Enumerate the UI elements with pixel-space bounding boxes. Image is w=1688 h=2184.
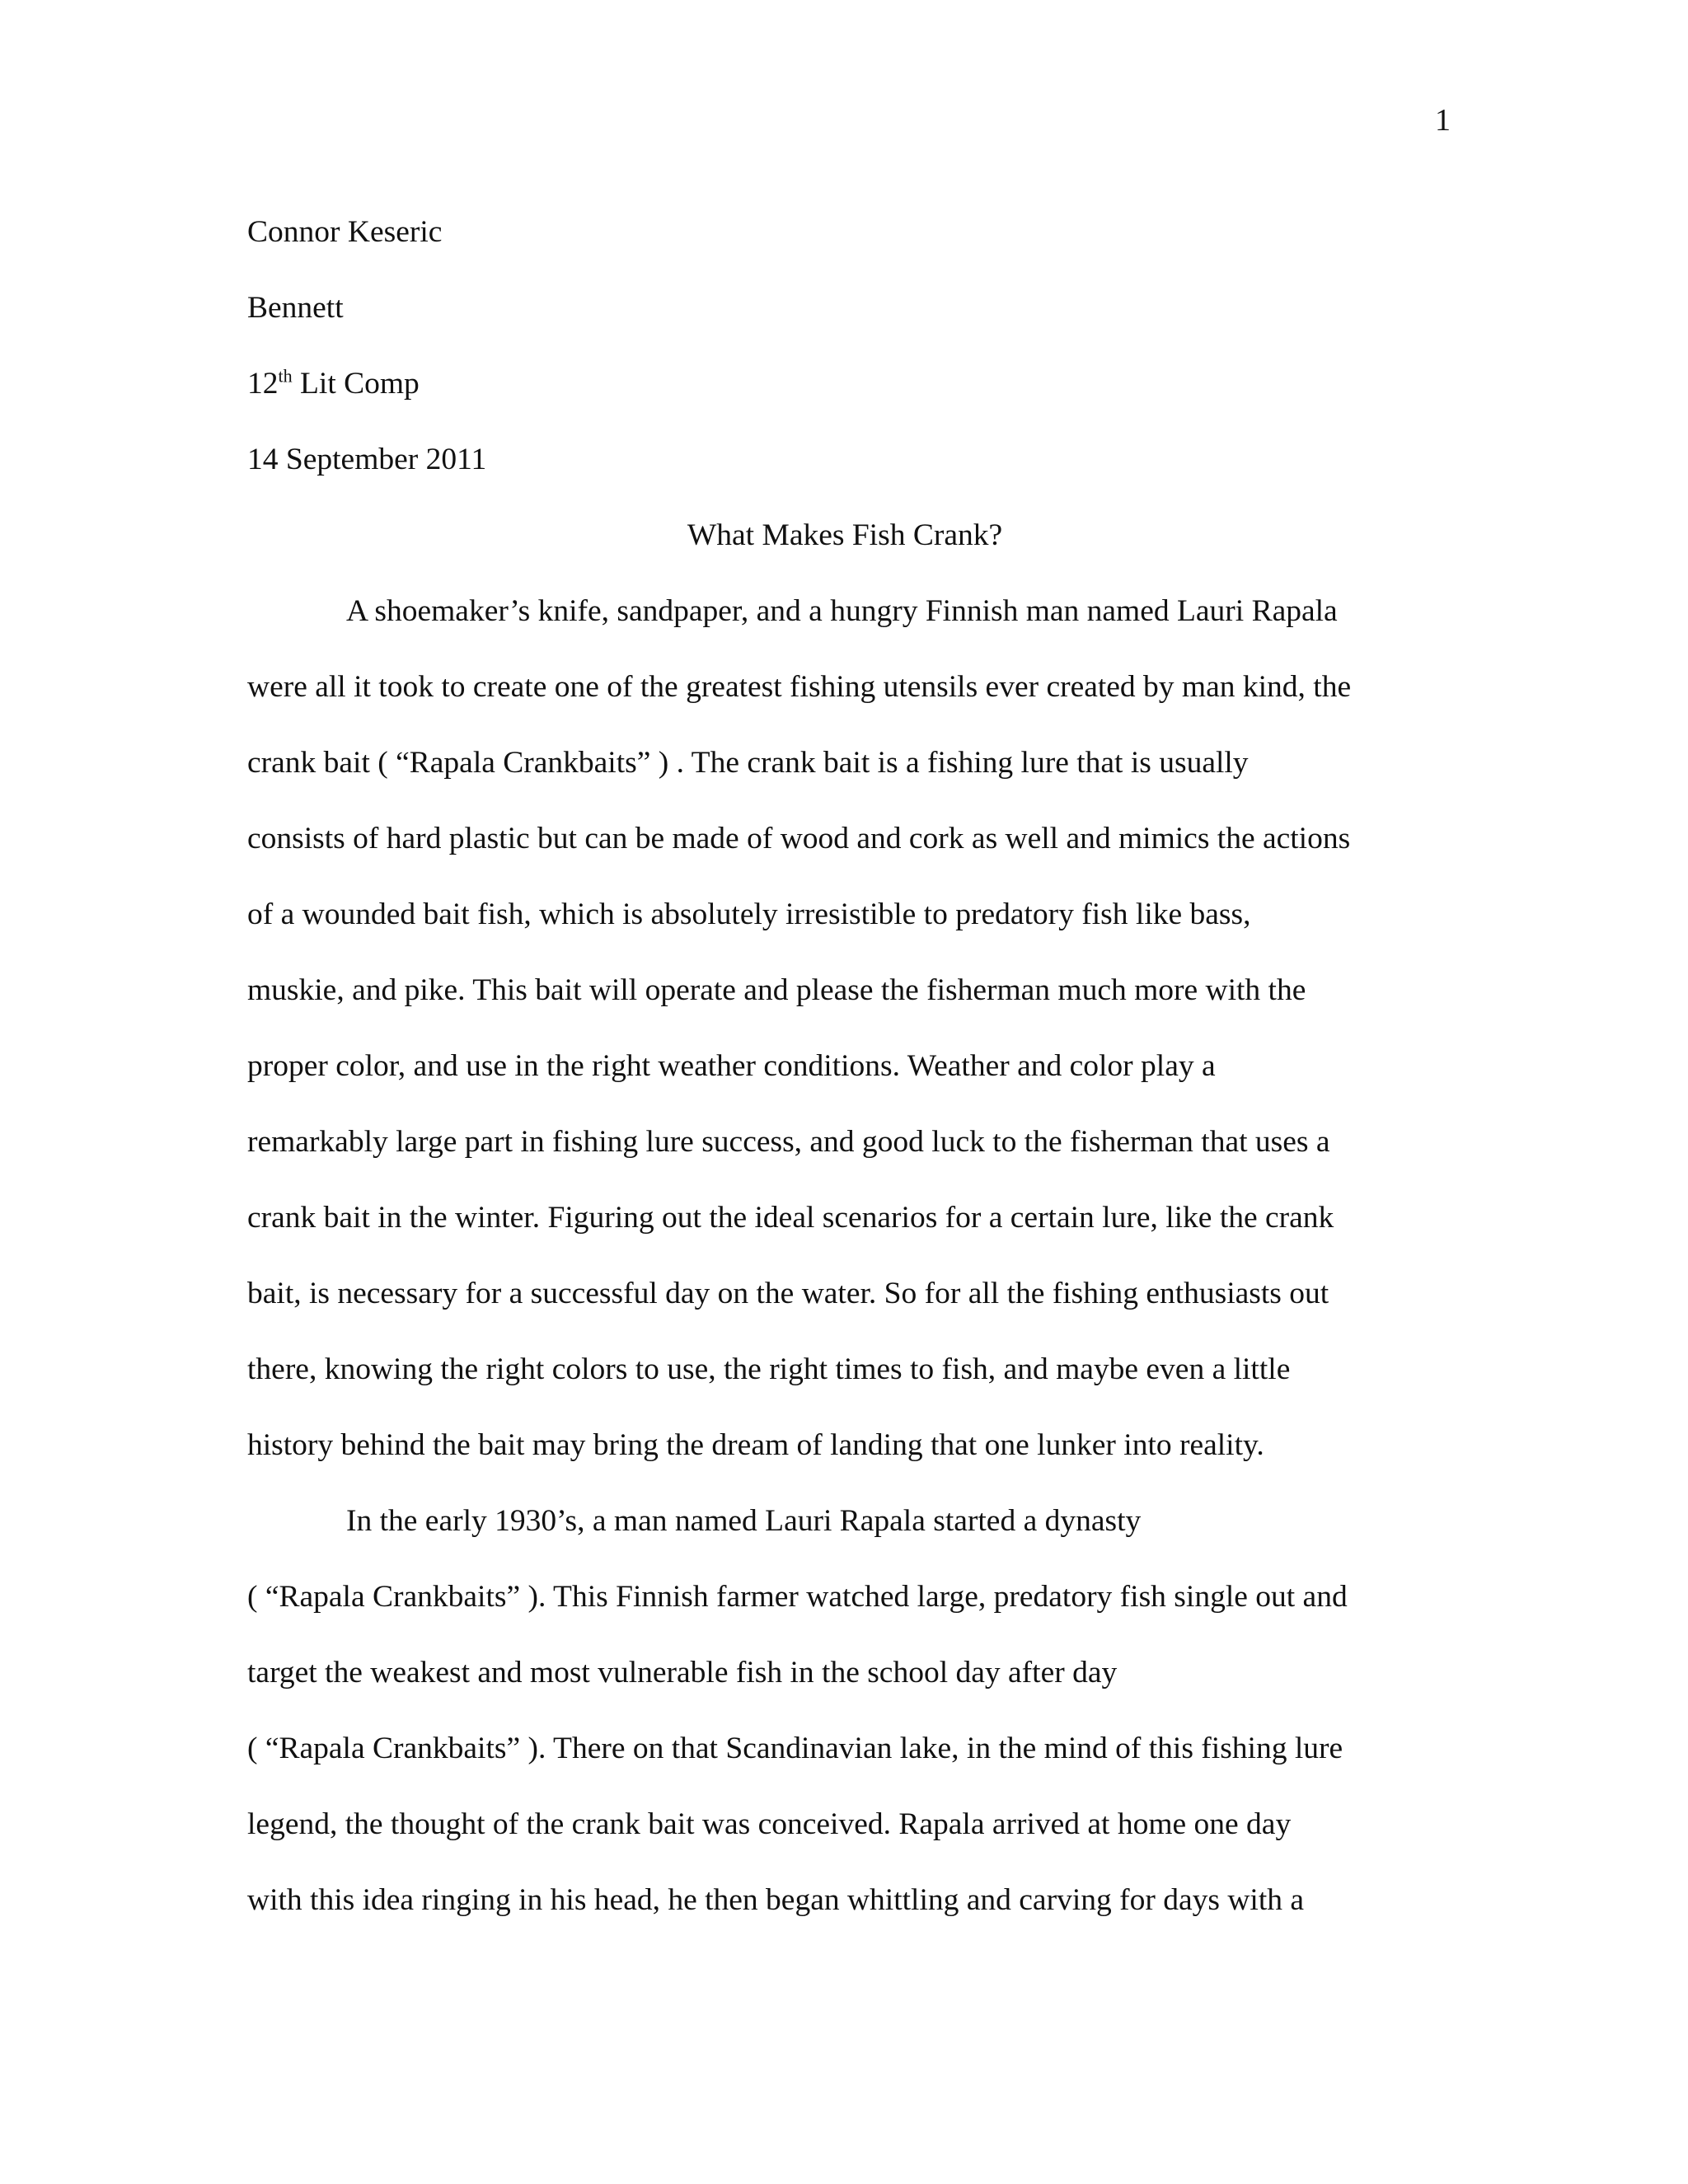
page-number: 1 bbox=[1435, 103, 1451, 138]
paragraph-line: bait, is necessary for a successful day on the water. So for all the fishing enthusiasts out bbox=[247, 1277, 1329, 1310]
paragraph-line: In the early 1930’s, a man named Lauri Rapala started a dynasty bbox=[346, 1504, 1142, 1538]
paragraph-line: crank bait ( “Rapala Crankbaits” ) . The crank bait is a fishing lure that is usually bbox=[247, 746, 1249, 780]
author-name: Connor Keseric bbox=[247, 215, 443, 249]
essay-title: What Makes Fish Crank? bbox=[687, 518, 1003, 552]
course-grade-suffix: th bbox=[278, 365, 293, 387]
paragraph-line: history behind the bait may bring the dream of landing that one lunker into reality. bbox=[247, 1428, 1264, 1462]
instructor-name: Bennett bbox=[247, 291, 344, 325]
paragraph-line: proper color, and use in the right weather conditions. Weather and color play a bbox=[247, 1049, 1216, 1083]
paragraph-line: of a wounded bait fish, which is absolutely irresistible to predatory fish like bass, bbox=[247, 898, 1251, 931]
course-name: Lit Comp bbox=[292, 367, 420, 401]
paragraph-line: with this idea ringing in his head, he then began whittling and carving for days with a bbox=[247, 1883, 1305, 1917]
paragraph-line: muskie, and pike. This bait will operate and please the fisherman much more with the bbox=[247, 973, 1306, 1007]
paragraph-line: legend, the thought of the crank bait was conceived. Rapala arrived at home one day bbox=[247, 1807, 1292, 1841]
paragraph-line: remarkably large part in fishing lure success, and good luck to the fisherman that uses a bbox=[247, 1125, 1330, 1159]
paragraph-1 bbox=[247, 574, 1442, 1483]
paragraph-line: ( “Rapala Crankbaits” ). There on that Scandinavian lake, in the mind of this fishing lure bbox=[247, 1732, 1343, 1765]
course-grade: 12 bbox=[247, 367, 279, 401]
paragraph-line: there, knowing the right colors to use, the right times to fish, and maybe even a little bbox=[247, 1352, 1291, 1386]
paragraph-line: target the weakest and most vulnerable fish in the school day after day bbox=[247, 1656, 1118, 1690]
essay-content bbox=[247, 194, 1442, 1938]
essay-date: 14 September 2011 bbox=[247, 443, 487, 476]
paragraph-2 bbox=[247, 1483, 1442, 1938]
paragraph-line: were all it took to create one of the greatest fishing utensils ever created by man kind, the bbox=[247, 670, 1352, 704]
paragraph-line: ( “Rapala Crankbaits” ). This Finnish farmer watched large, predatory fish single out and bbox=[247, 1580, 1348, 1614]
course-line bbox=[247, 346, 1442, 422]
paragraph-line: consists of hard plastic but can be made of wood and cork as well and mimics the actions bbox=[247, 822, 1351, 855]
paragraph-line: crank bait in the winter. Figuring out the ideal scenarios for a certain lure, like the crank bbox=[247, 1201, 1334, 1235]
paragraph-line: A shoemaker’s knife, sandpaper, and a hungry Finnish man named Lauri Rapala bbox=[346, 594, 1338, 628]
